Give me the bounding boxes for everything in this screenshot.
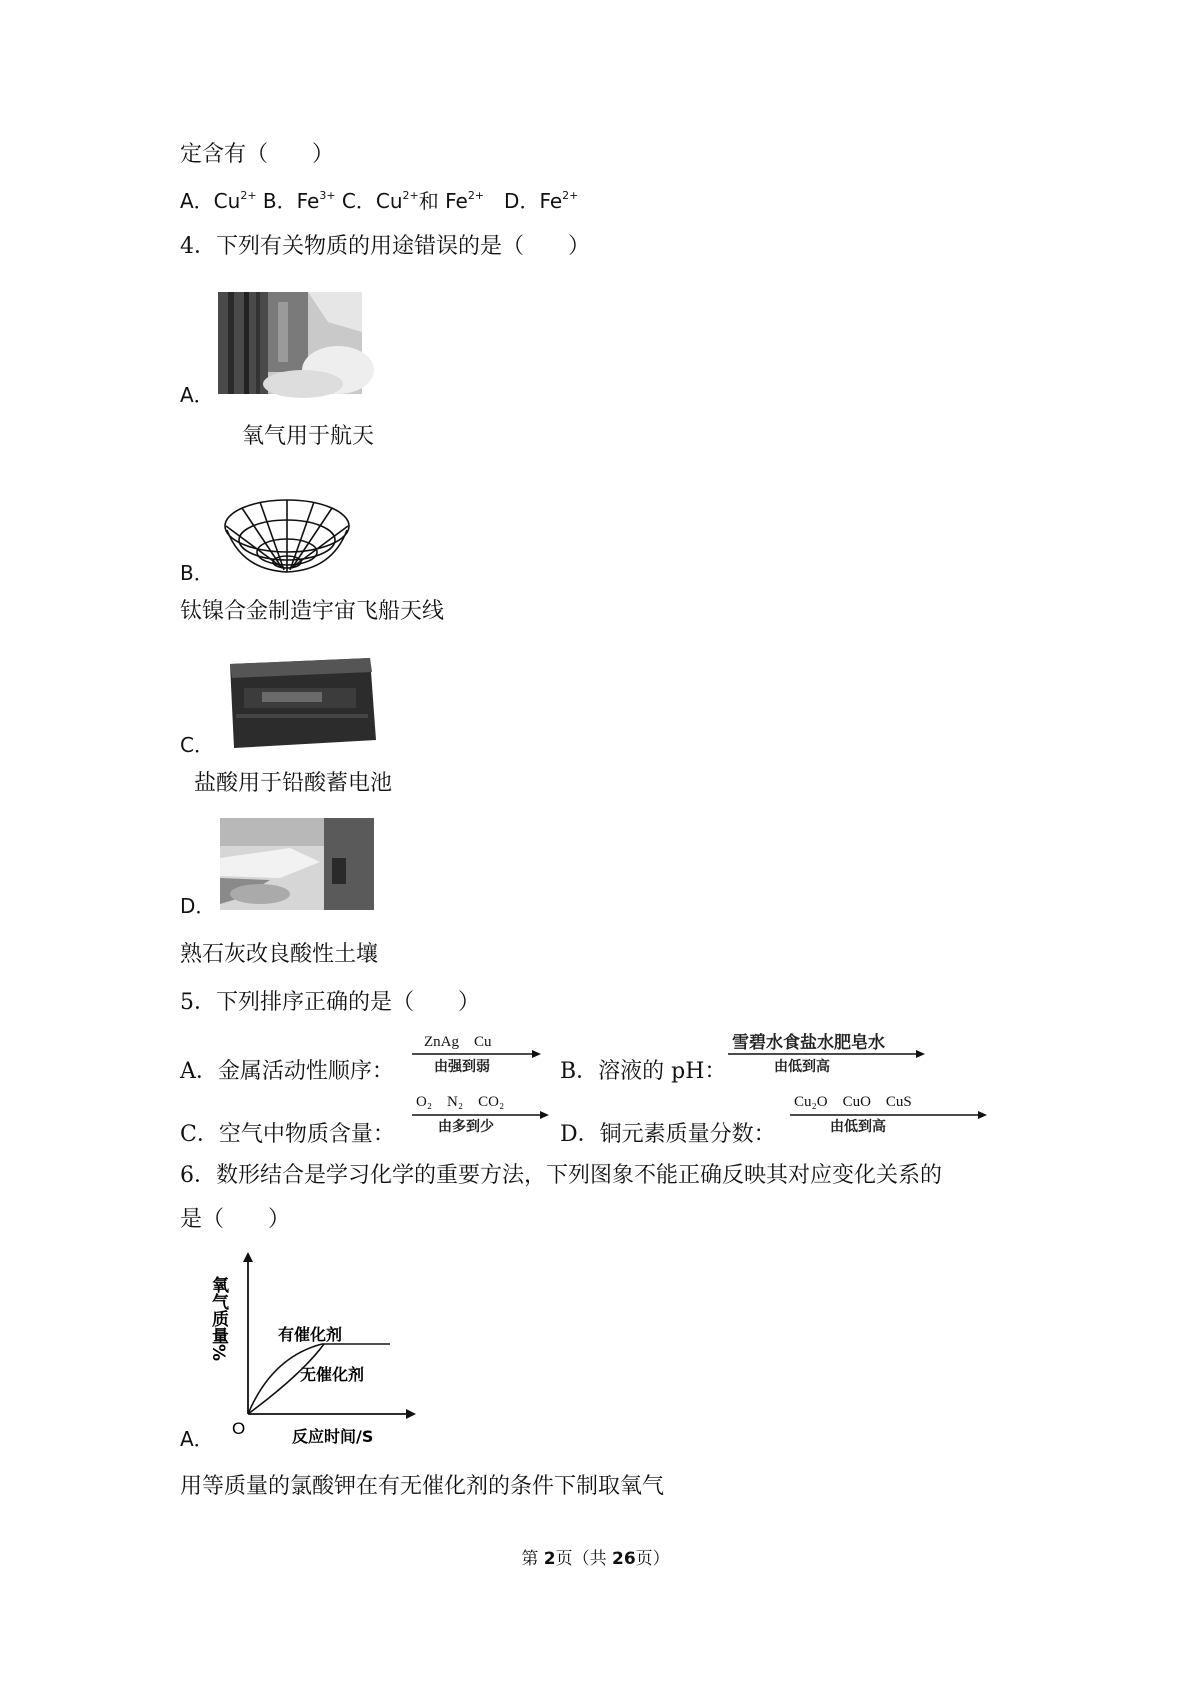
chart-curve-label-1: 有催化剂 [278,1325,343,1344]
q5-option-d: D．铜元素质量分数： [560,1122,776,1147]
q3-options [180,186,578,216]
q6-option-a-label: A． [180,1427,214,1451]
q5-option-c: C．空气中物质含量： [180,1122,395,1147]
q4-option-d-caption: 熟石灰改良酸性土壤 [180,942,379,967]
q3-option-a: A．$Cu^{2+}$ [180,189,257,213]
q5-option-c-order: 由多到少 [438,1119,494,1135]
q3-continuation: 定含有（ ） [180,142,335,167]
q4-option-c-label: C． [180,733,214,757]
q4-option-b-caption: 钛镍合金制造宇宙飞船天线 [180,599,445,624]
antenna-dish-drawing [222,498,352,574]
q5-option-b-sequence: 雪碧水食盐水肥皂水 [732,1033,885,1053]
chart-x-label: 反应时间/S [292,1427,374,1446]
q5-option-a-sequence: ZnAg Cu [424,1034,492,1050]
soil-liming-photo [220,818,374,910]
q5-option-c-sequence: O₂ N₂ CO₂ [416,1094,505,1110]
q5-option-d-arrow [790,1110,990,1120]
q6-stem-line1: 6．数形结合是学习化学的重要方法，下列图象不能正确反映其对应变化关系的 [180,1163,942,1188]
q4-option-a-caption: 氧气用于航天 [242,424,375,449]
q5-option-d-sequence: Cu₂O CuO CuS [794,1094,912,1110]
q4-stem: 4．下列有关物质的用途错误的是（ ） [180,234,590,259]
y-axis-arrow [243,1252,253,1262]
q5-option-b-order: 由低到高 [774,1059,830,1075]
chart-curve-label-2: 无催化剂 [300,1365,365,1384]
q5-option-a-order: 由强到弱 [434,1059,490,1075]
q5-option-a: A．金属活动性顺序： [180,1059,394,1084]
q4-option-d-label: D． [180,894,216,918]
q5-stem: 5．下列排序正确的是（ ） [180,990,480,1015]
q3-option-d: D．$Fe^{2+}$ [484,189,579,213]
page-number: 2 [543,1549,556,1569]
q6-option-a-caption: 用等质量的氯酸钾在有无催化剂的条件下制取氧气 [180,1474,665,1499]
x-axis-arrow [406,1409,416,1419]
q6-stem-line2: 是（ ） [180,1207,291,1232]
q4-option-c-caption: 盐酸用于铅酸蓄电池 [194,771,393,796]
chart-origin-label: O [232,1419,246,1438]
battery-photo [222,654,378,752]
rocket-launch-photo [218,292,362,394]
q3-option-b: B．$Fe^{3+}$ [256,189,336,213]
page-footer: 第 2页（共 26页） [521,1549,670,1569]
total-pages: 26 [611,1549,636,1569]
q5-option-d-order: 由低到高 [830,1119,886,1135]
q6-option-a-chart [208,1252,420,1448]
q4-option-a-label: A． [180,383,214,407]
chart-y-label: 氧气质量% [208,1276,228,1362]
q4-option-b-label: B． [180,561,214,585]
q3-option-c: C．$Cu^{2+}$和 $Fe^{2+}$ [335,189,485,213]
q5-option-b: B．溶液的 pH： [560,1059,727,1084]
